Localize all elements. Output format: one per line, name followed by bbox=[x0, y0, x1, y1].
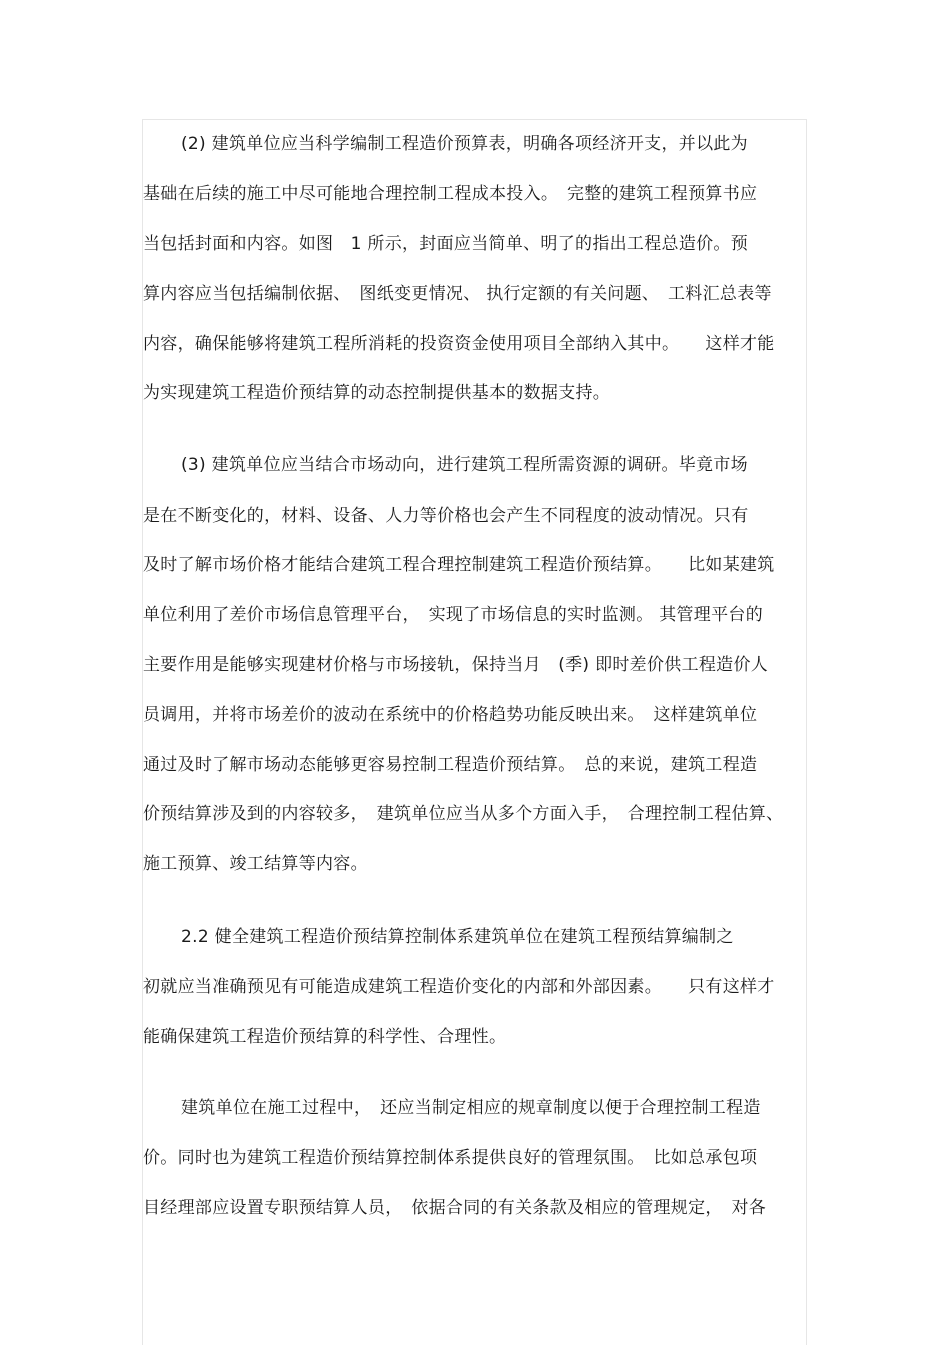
paragraph-4-line-3: 目经理部应设置专职预结算人员， 依据合同的有关条款及相应的管理规定， 对各 bbox=[143, 1198, 767, 1218]
paragraph-2-line-1: (3) 建筑单位应当结合市场动向，进行建筑工程所需资源的调研。毕竟市场 bbox=[181, 455, 748, 475]
paragraph-4-line-2: 价。同时也为建筑工程造价预结算控制体系提供良好的管理氛围。 比如总承包项 bbox=[143, 1148, 758, 1168]
paragraph-3-line-2: 初就应当准确预见有可能造成建筑工程造价变化的内部和外部因素。 只有这样才 bbox=[143, 977, 775, 997]
paragraph-1-line-5: 内容，确保能够将建筑工程所消耗的投资资金使用项目全部纳入其中。 这样才能 bbox=[143, 334, 775, 354]
paragraph-1-line-2: 基础在后续的施工中尽可能地合理控制工程成本投入。 完整的建筑工程预算书应 bbox=[143, 184, 758, 204]
paragraph-2-line-4: 单位利用了差价市场信息管理平台， 实现了市场信息的实时监测。 其管理平台的 bbox=[143, 605, 764, 625]
paragraph-2-line-2: 是在不断变化的，材料、设备、人力等价格也会产生不同程度的波动情况。只有 bbox=[143, 506, 749, 526]
paragraph-3-line-1: 2.2 健全建筑工程造价预结算控制体系建筑单位在建筑工程预结算编制之 bbox=[181, 927, 734, 947]
paragraph-1-line-1: (2) 建筑单位应当科学编制工程造价预算表，明确各项经济开支，并以此为 bbox=[181, 134, 748, 154]
paragraph-2-line-8: 价预结算涉及到的内容较多， 建筑单位应当从多个方面入手， 合理控制工程估算、 bbox=[143, 804, 784, 824]
paragraph-1-line-6: 为实现建筑工程造价预结算的动态控制提供基本的数据支持。 bbox=[143, 383, 611, 403]
paragraph-3-line-3: 能确保建筑工程造价预结算的科学性、合理性。 bbox=[143, 1027, 507, 1047]
paragraph-1-line-3: 当包括封面和内容。如图 1 所示，封面应当简单、明了的指出工程总造价。预 bbox=[143, 234, 749, 254]
paragraph-1-line-4: 算内容应当包括编制依据、 图纸变更情况、 执行定额的有关问题、 工料汇总表等 bbox=[143, 284, 772, 304]
paragraph-2-line-3: 及时了解市场价格才能结合建筑工程合理控制建筑工程造价预结算。 比如某建筑 bbox=[143, 555, 775, 575]
paragraph-2-line-6: 员调用，并将市场差价的波动在系统中的价格趋势功能反映出来。 这样建筑单位 bbox=[143, 705, 758, 725]
paragraph-2-line-9: 施工预算、竣工结算等内容。 bbox=[143, 854, 368, 874]
paragraph-2-line-5: 主要作用是能够实现建材价格与市场接轨，保持当月 (季) 即时差价供工程造价人 bbox=[143, 655, 769, 675]
paragraph-4-line-1: 建筑单位在施工过程中， 还应当制定相应的规章制度以便于合理控制工程造 bbox=[181, 1098, 761, 1118]
paragraph-2-line-7: 通过及时了解市场动态能够更容易控制工程造价预结算。 总的来说，建筑工程造 bbox=[143, 755, 758, 775]
